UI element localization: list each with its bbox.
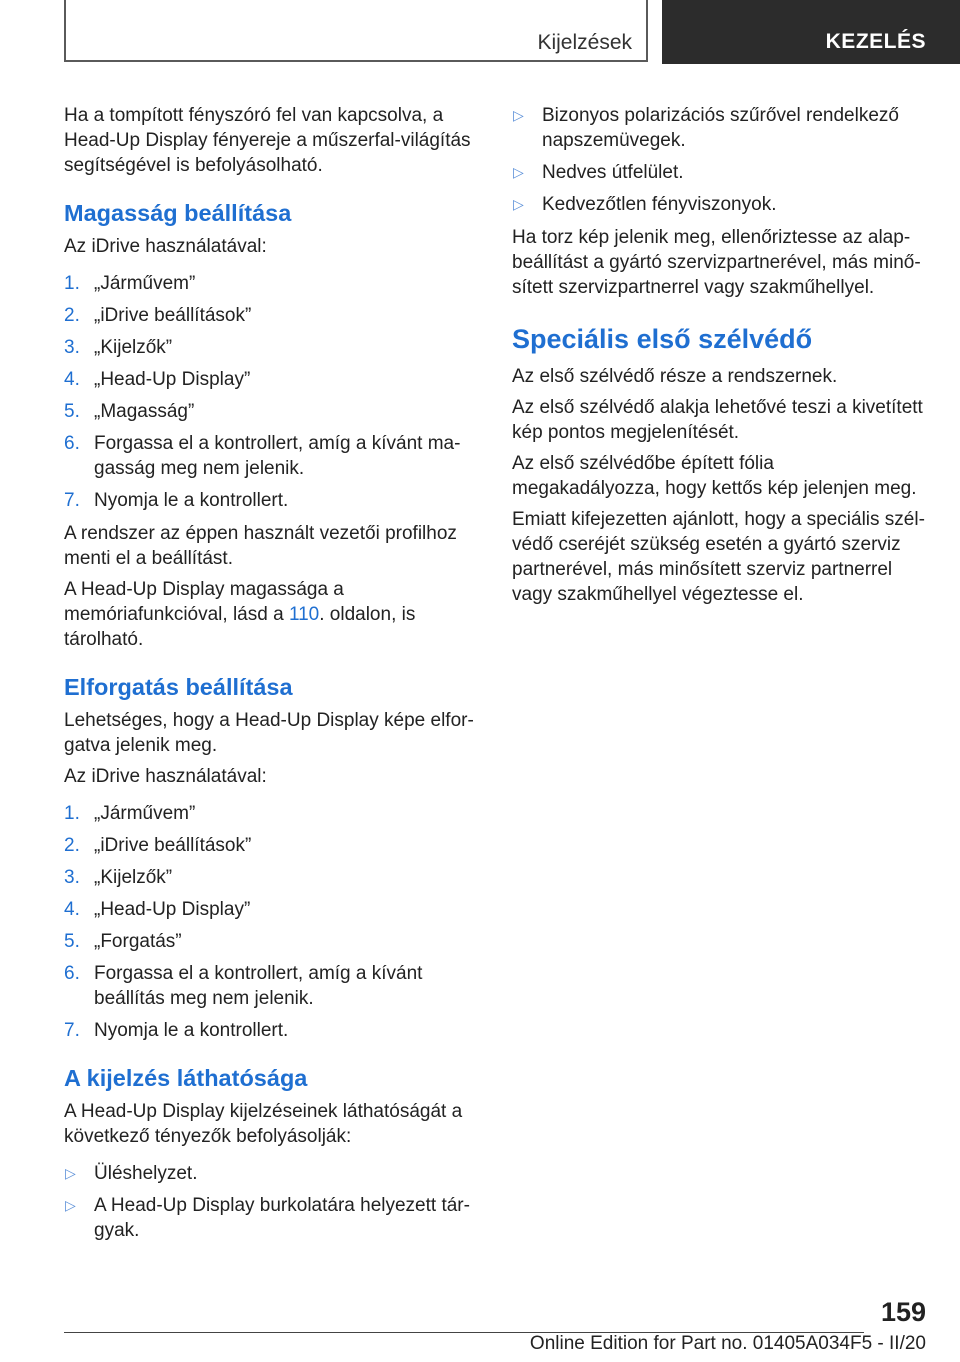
height-note-profile: A rendszer az éppen használt vezetői profilhoz menti el a beállítást. [64, 523, 457, 569]
step-text: „Forgatás” [94, 931, 182, 952]
rotation-steps-list [64, 801, 476, 1043]
visibility-factors-list [64, 1161, 476, 1243]
list-item [64, 271, 476, 296]
list-item [64, 897, 476, 922]
height-steps-list [64, 271, 476, 513]
right-column [512, 103, 926, 613]
list-item [64, 399, 476, 424]
rotation-paragraph: Lehetséges, hogy a Head-Up Display képe elforgatva jelenik meg. [64, 710, 474, 756]
height-note-memory [64, 577, 476, 652]
list-item [64, 335, 476, 360]
step-text: Nyomja le a kontrollert. [94, 490, 289, 511]
step-text: Forgassa el a kontrollert, amíg a kívánt magasság meg nem jelenik. [94, 433, 461, 479]
step-text: Nyomja le a kontrollert. [94, 1020, 289, 1041]
step-text: „iDrive beállítások” [94, 835, 252, 856]
step-number: 4. [64, 899, 80, 920]
list-item [64, 431, 476, 481]
list-item [64, 801, 476, 826]
step-text: „Járművem” [94, 273, 196, 294]
left-column [64, 103, 476, 1251]
list-item [64, 1193, 476, 1243]
step-number: 5. [64, 401, 80, 422]
list-item [64, 929, 476, 954]
step-text: Forgassa el a kontrollert, amíg a kívánt beállítás meg nem jelenik. [94, 963, 423, 1009]
step-number: 6. [64, 433, 80, 454]
distortion-paragraph: Ha torz kép jelenik meg, ellenőriztesse az alapbeállítást a gyártó szervizpartnerével, más minősített szervizpartnerrel vagy szakműhellyel. [512, 227, 921, 298]
header-chapter-title: KEZELÉS [825, 30, 926, 53]
step-number: 2. [64, 305, 80, 326]
page-number: 159 [880, 1297, 926, 1327]
list-item [64, 367, 476, 392]
triangle-right-icon: ▷ [65, 1165, 76, 1181]
bullet-text: Kedvezőtlen fényviszonyok. [542, 194, 777, 215]
step-text: „iDrive beállítások” [94, 305, 252, 326]
header-chapter-box [662, 0, 960, 64]
bullet-text: Nedves útfelület. [542, 162, 684, 183]
step-number: 5. [64, 931, 80, 952]
list-item [64, 865, 476, 890]
list-item [512, 103, 926, 153]
rotation-heading: Elforgatás beállítása [64, 674, 293, 700]
list-item [512, 160, 926, 185]
header-section-box [64, 0, 648, 62]
header-section-title: Kijelzések [537, 31, 632, 54]
note-text-after: . oldalon, is tárolható. [64, 604, 416, 650]
step-text: „Kijelzők” [94, 337, 173, 358]
step-number: 3. [64, 337, 80, 358]
rotation-lead: Az iDrive használatával: [64, 766, 267, 787]
list-item [64, 1018, 476, 1043]
step-text: „Head-Up Display” [94, 369, 251, 390]
visibility-factors-list-continued [512, 103, 926, 217]
visibility-heading: A kijelzés láthatósága [64, 1065, 308, 1091]
step-text: „Járművem” [94, 803, 196, 824]
bullet-text: Üléshelyzet. [94, 1163, 198, 1184]
footer-edition: Online Edition for Part no. 01405A034F5 - II/20 [529, 1333, 926, 1354]
windshield-paragraph-4: Emiatt kifejezetten ajánlott, hogy a speciális szélvédő cseréjét szükség esetén a gyártó szerviz partnerével, más minősített szerviz partnerrel vagy szakműhellyel végeztesse el. [512, 509, 925, 605]
list-item [64, 961, 476, 1011]
windshield-paragraph-2: Az első szélvédő alakja lehetővé teszi a kivetített kép pontos megjelenítését. [512, 397, 923, 443]
step-number: 6. [64, 963, 80, 984]
triangle-right-icon: ▷ [513, 107, 524, 123]
note-text-before: A Head-Up Display magassága a memóriafunkcióval, lásd a [64, 579, 344, 625]
step-number: 1. [64, 273, 80, 294]
step-text: „Head-Up Display” [94, 899, 251, 920]
list-item [64, 488, 476, 513]
bullet-text: Bizonyos polarizációs szűrővel rendelkező napszemüvegek. [542, 105, 899, 151]
list-item [64, 833, 476, 858]
bullet-text: A Head-Up Display burkolatára helyezett tárgyak. [94, 1195, 470, 1241]
triangle-right-icon: ▷ [513, 196, 524, 212]
list-item [64, 303, 476, 328]
step-number: 2. [64, 835, 80, 856]
triangle-right-icon: ▷ [513, 164, 524, 180]
step-text: „Magasság” [94, 401, 195, 422]
windshield-paragraph-1: Az első szélvédő része a rendszernek. [512, 366, 838, 387]
step-number: 1. [64, 803, 80, 824]
step-number: 3. [64, 867, 80, 888]
page-reference-link[interactable]: 110 [288, 604, 320, 625]
step-number: 7. [64, 1020, 80, 1041]
windshield-heading: Speciális első szélvédő [512, 324, 813, 354]
list-item [64, 1161, 476, 1186]
height-lead: Az iDrive használatával: [64, 236, 267, 257]
step-number: 7. [64, 490, 80, 511]
intro-paragraph: Ha a tompított fényszóró fel van kapcsolva, a Head-Up Display fényereje a műszerfal-világítás segítségével is befolyásolható. [64, 105, 471, 176]
triangle-right-icon: ▷ [65, 1197, 76, 1213]
step-number: 4. [64, 369, 80, 390]
list-item [512, 192, 926, 217]
windshield-paragraph-3: Az első szélvédőbe épített fólia megakadályozza, hogy kettős kép jelenjen meg. [512, 453, 917, 499]
visibility-paragraph: A Head-Up Display kijelzéseinek láthatóságát a következő tényezők befolyásolják: [64, 1101, 463, 1147]
step-text: „Kijelzők” [94, 867, 173, 888]
height-heading: Magasság beállítása [64, 200, 292, 226]
